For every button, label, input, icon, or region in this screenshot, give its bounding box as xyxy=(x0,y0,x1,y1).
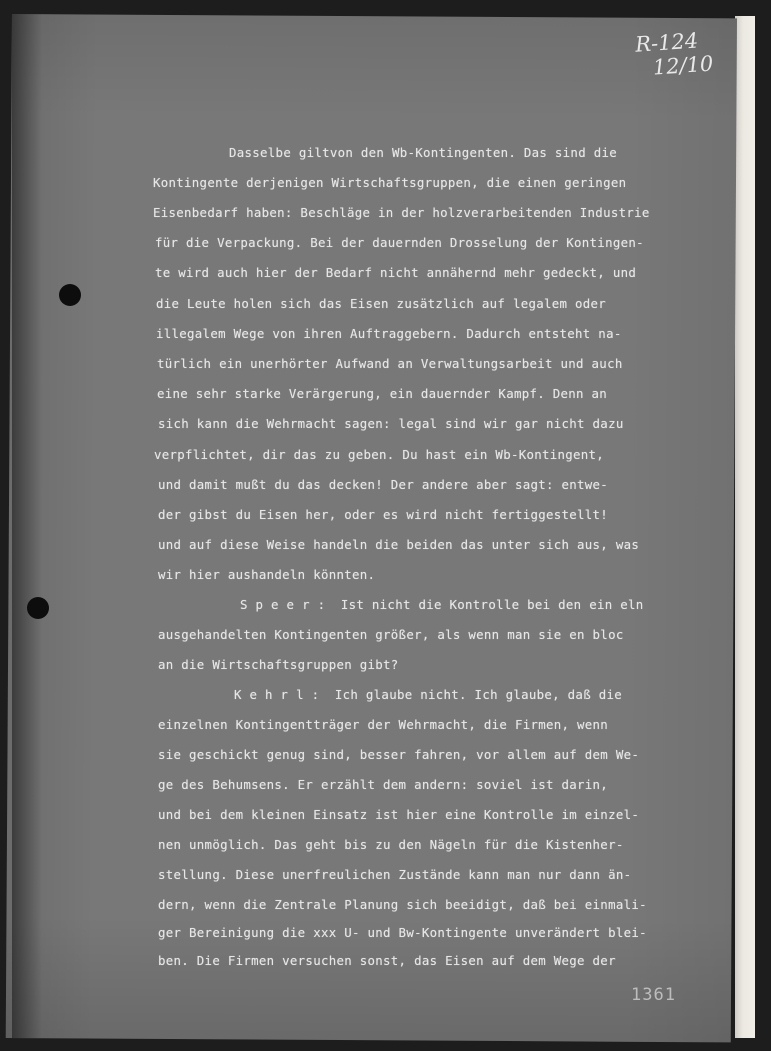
body-line: Eisenbedarf haben: Beschläge in der holzverarbeitenden Industrie xyxy=(153,205,650,220)
body-line: sie geschickt genug sind, besser fahren, vor allem auf dem We- xyxy=(158,747,640,762)
body-line: Kontingente derjenigen Wirtschaftsgruppen, die einen geringen xyxy=(153,175,627,190)
archive-annotation-line: 12/10 xyxy=(652,51,715,80)
speaker-line: S p e e r : Ist nicht die Kontrolle bei den ein eln xyxy=(240,597,644,612)
body-line: dern, wenn die Zentrale Planung sich beeidigt, daß bei einmali- xyxy=(158,897,647,912)
body-line: stellung. Diese unerfreulichen Zustände kann man nur dann än- xyxy=(158,867,632,882)
body-line: nen unmöglich. Das geht bis zu den Nägeln für die Kistenher- xyxy=(158,837,624,852)
body-line: und damit mußt du das decken! Der andere aber sagt: entwe- xyxy=(158,477,609,492)
body-line: ausgehandelten Kontingenten größer, als wenn man sie en bloc xyxy=(158,627,624,642)
body-line: wir hier aushandeln könnten. xyxy=(158,567,376,582)
body-line: türlich ein unerhörter Aufwand an Verwaltungsarbeit und auch xyxy=(157,356,623,371)
page-number: 1361 xyxy=(631,985,676,1005)
body-line: ben. Die Firmen versuchen sonst, das Eisen auf dem Wege der xyxy=(158,953,616,968)
body-line: sich kann die Wehrmacht sagen: legal sind wir gar nicht dazu xyxy=(158,416,624,431)
body-line: und bei dem kleinen Einsatz ist hier eine Kontrolle im einzel- xyxy=(158,807,640,822)
body-line: an die Wirtschaftsgruppen gibt? xyxy=(158,657,399,672)
body-line: illegalem Wege von ihren Auftraggebern. Dadurch entsteht na- xyxy=(156,326,622,341)
body-line: ger Bereinigung die xxx U- und Bw-Kontingente unverändert blei- xyxy=(158,925,647,940)
body-line: eine sehr starke Verärgerung, ein dauernder Kampf. Denn an xyxy=(157,386,608,401)
body-line: ge des Behumsens. Er erzählt dem andern: soviel ist darin, xyxy=(158,777,609,792)
body-line: die Leute holen sich das Eisen zusätzlich auf legalem oder xyxy=(156,296,607,311)
body-line: te wird auch hier der Bedarf nicht annähernd mehr gedeckt, und xyxy=(155,265,637,280)
speaker-line: K e h r l : Ich glaube nicht. Ich glaube, daß die xyxy=(234,687,622,702)
body-line: der gibst du Eisen her, oder es wird nicht fertiggestellt! xyxy=(158,507,609,522)
body-line: Dasselbe giltvon den Wb-Kontingenten. Das sind die xyxy=(229,145,617,160)
body-line: für die Verpackung. Bei der dauernden Drosselung der Kontingen- xyxy=(155,235,644,250)
body-line: und auf diese Weise handeln die beiden das unter sich aus, was xyxy=(158,537,640,552)
body-line: einzelnen Kontingentträger der Wehrmacht, die Firmen, wenn xyxy=(158,717,609,732)
body-line: verpflichtet, dir das zu geben. Du hast ein Wb-Kontingent, xyxy=(154,447,605,462)
archive-annotation-line: R-124 xyxy=(634,28,699,57)
